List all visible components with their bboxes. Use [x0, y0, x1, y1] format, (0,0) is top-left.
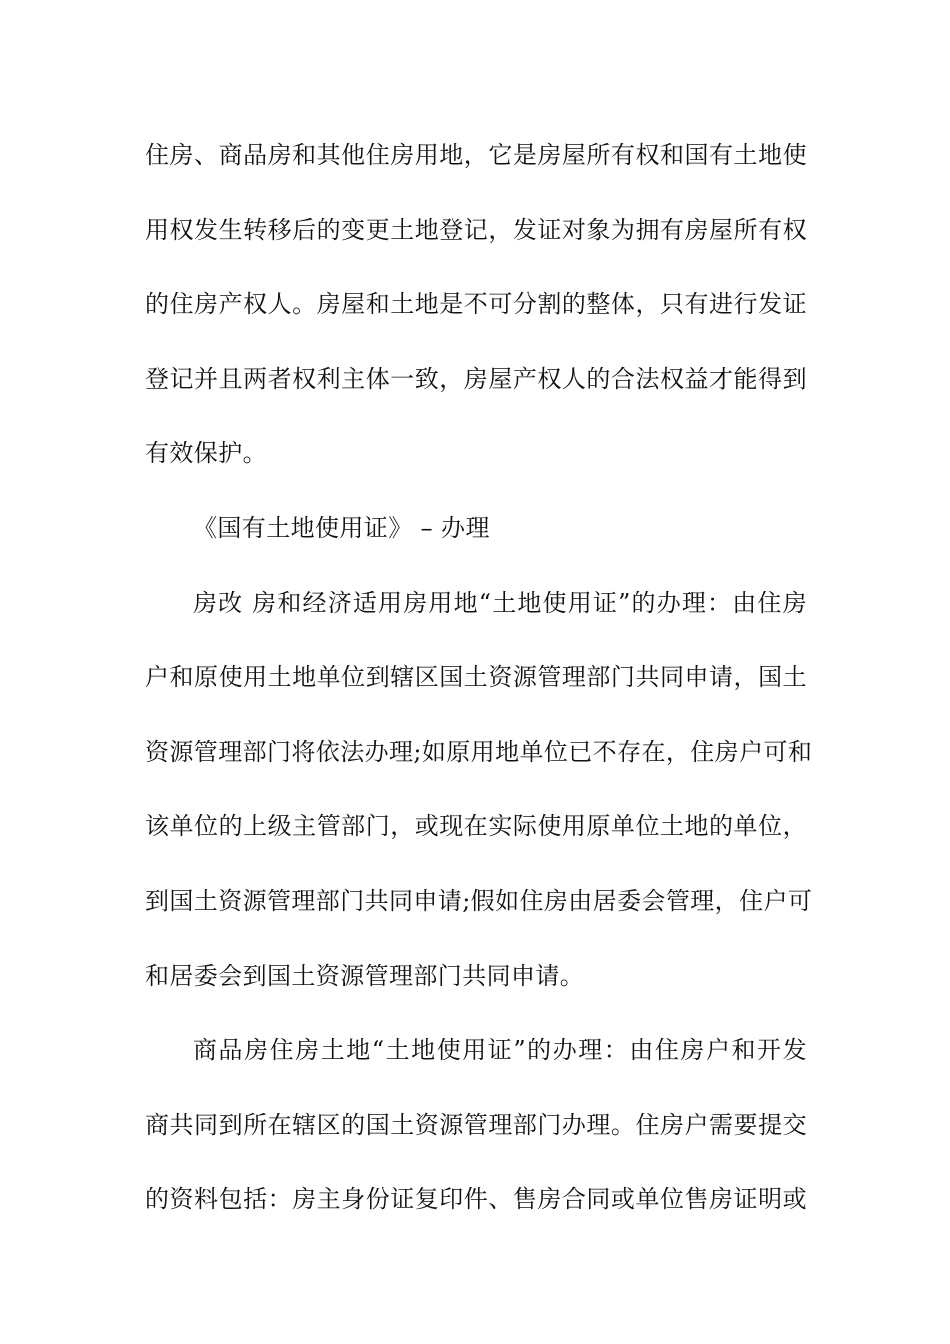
text-line: 有效保护。: [145, 439, 267, 468]
text-line: 用权发生转移后的变更土地登记，发证对象为拥有房屋所有权: [145, 215, 807, 244]
text-line: 住房、商品房和其他住房用地，它是房屋所有权和国有土地使: [145, 141, 807, 169]
text-line: 商品房住房土地“土地使用证”的办理：由住房户和开发: [193, 1036, 807, 1065]
text-line: 资源管理部门将依法办理;如原用地单位已不存在，住房户可和: [145, 737, 813, 766]
text-line: 户和原使用土地单位到辖区国土资源管理部门共同申请，国土: [145, 663, 807, 692]
text-line: 和居委会到国土资源管理部门共同申请。: [145, 961, 585, 990]
text-line: 的住房产权人。房屋和土地是不可分割的整体，只有进行发证: [145, 290, 807, 319]
text-line: 的资料包括：房主身份证复印件、售房合同或单位售房证明或: [145, 1185, 807, 1214]
text-line: 房改 房和经济适用房用地“土地使用证”的办理：由住房: [193, 588, 807, 617]
text-line: 商共同到所在辖区的国土资源管理部门办理。住房户需要提交: [145, 1110, 807, 1139]
document-body: [145, 132, 813, 1251]
text-line: 登记并且两者权利主体一致，房屋产权人的合法权益才能得到: [145, 364, 807, 393]
text-line: 该单位的上级主管部门，或现在实际使用原单位土地的单位，: [145, 812, 807, 841]
text-line: 到国土资源管理部门共同申请;假如住房由居委会管理，住户可: [145, 886, 813, 915]
section-heading: 《国有土地使用证》 – 办理: [193, 513, 490, 542]
